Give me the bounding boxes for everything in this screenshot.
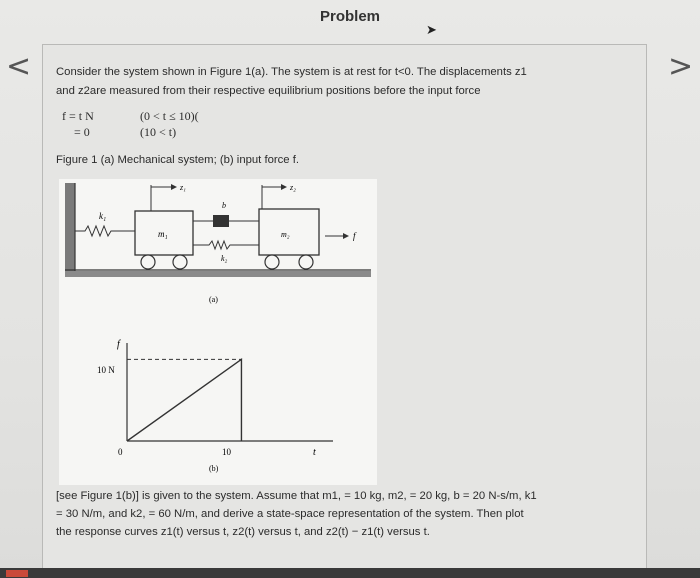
bottom-taskbar bbox=[0, 568, 700, 578]
label-f: f bbox=[353, 231, 356, 241]
taskbar-app-icon[interactable] bbox=[6, 570, 28, 577]
wheel-m1-right bbox=[173, 255, 187, 269]
label-k1: k₁ bbox=[99, 211, 107, 221]
caption-b: (b) bbox=[209, 464, 219, 473]
figure-caption: Figure 1 (a) Mechanical system; (b) input force f. bbox=[56, 154, 299, 166]
spring-k2 bbox=[193, 241, 259, 249]
page-title: Problem bbox=[319, 8, 380, 25]
equation-1-condition: (0 < t ≤ 10)( bbox=[140, 109, 199, 123]
force-ramp-line bbox=[127, 359, 241, 441]
ground bbox=[65, 271, 371, 277]
previous-page-arrow-icon[interactable]: < bbox=[6, 49, 32, 84]
graph-10-label: 10 bbox=[222, 447, 231, 457]
graph-t-axis-label: t bbox=[313, 447, 316, 458]
wheel-m2-right bbox=[299, 255, 313, 269]
figure-1-svg bbox=[59, 179, 377, 485]
label-z1: z₁ bbox=[180, 183, 186, 192]
graph-zero-label: 0 bbox=[118, 447, 123, 457]
wheel-m1-left bbox=[141, 255, 155, 269]
intro-line-1: Consider the system shown in Figure 1(a). The system is at rest for t<0. The displacements z1 bbox=[56, 66, 527, 78]
equation-2-lhs: = 0 bbox=[74, 125, 90, 139]
body-line-1: [see Figure 1(b)] is given to the system. Assume that m1, = 10 kg, m2, = 20 kg, b = 20 N-s/m, k1 bbox=[56, 490, 537, 502]
mouse-cursor-icon: ➤ bbox=[426, 22, 437, 37]
equation-1-lhs: f = t N bbox=[62, 109, 94, 123]
fixed-wall bbox=[65, 183, 75, 271]
graph-f-axis-label: f bbox=[117, 339, 120, 350]
figure-1 bbox=[59, 179, 377, 485]
input-force-graph bbox=[97, 339, 333, 473]
label-m2: m₂ bbox=[281, 230, 290, 239]
label-z2: z₂ bbox=[290, 183, 296, 192]
next-page-arrow-icon[interactable]: > bbox=[668, 49, 694, 84]
body-line-3: the response curves z1(t) versus t, z2(t) versus t, and z2(t) − z1(t) versus t. bbox=[56, 526, 430, 538]
wheel-m2-left bbox=[265, 255, 279, 269]
label-m1: m₁ bbox=[158, 229, 168, 239]
spring-k1 bbox=[75, 226, 135, 236]
label-k2: k₂ bbox=[221, 254, 228, 263]
label-b: b bbox=[222, 201, 226, 210]
caption-a: (a) bbox=[209, 295, 218, 304]
intro-line-2: and z2are measured from their respective equilibrium positions before the input force bbox=[56, 85, 481, 97]
body-line-2: = 30 N/m, and k2, = 60 N/m, and derive a state-space representation of the system. Then plot bbox=[56, 508, 524, 520]
graph-10N-label: 10 N bbox=[97, 365, 115, 375]
equation-2-condition: (10 < t) bbox=[140, 125, 177, 139]
